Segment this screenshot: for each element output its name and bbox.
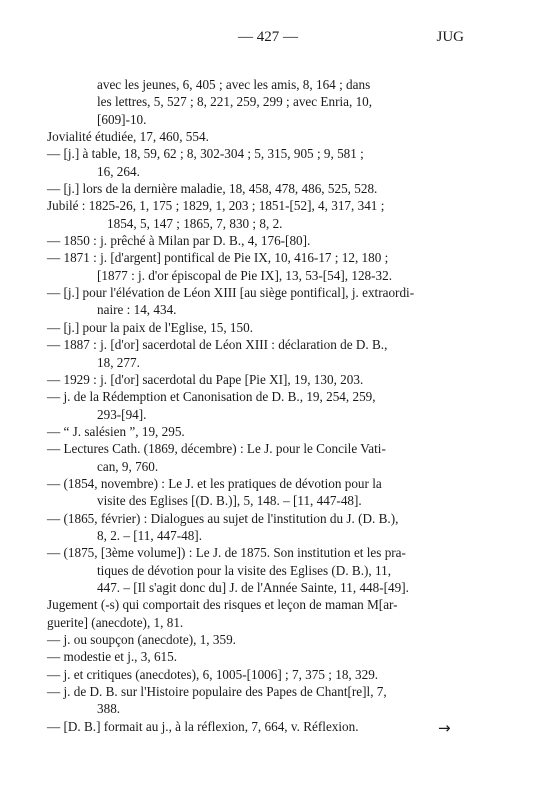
index-line: — “ J. salésien ”, 19, 295. [47, 423, 185, 439]
continue-arrow-icon: → [438, 719, 451, 737]
index-entries [47, 76, 457, 735]
index-line: — [j.] pour l'élévation de Léon XIII [au siège pontifical], j. extraordi- [47, 285, 415, 301]
page-number: — 427 — [238, 29, 298, 45]
index-line: tiques de dévotion pour la visite des Eglises (D. B.), 11, [97, 562, 391, 578]
index-line: — (1854, novembre) : Le J. et les pratiques de dévotion pour la [47, 475, 382, 491]
index-line: — j. ou soupçon (anecdote), 1, 359. [47, 632, 236, 647]
index-line: 293-[94]. [97, 406, 147, 422]
index-line: — j. de la Rédemption et Canonisation de D. B., 19, 254, 259, [47, 389, 376, 405]
page-header [0, 29, 536, 49]
index-line: can, 9, 760. [97, 458, 159, 474]
index-line: 447. – [Il s'agit donc du] J. de l'Année Sainte, 11, 448-[49]. [97, 579, 409, 595]
index-line: 16, 264. [97, 163, 140, 179]
index-line: — 1929 : j. [d'or] sacerdotal du Pape [Pie XI], 19, 130, 203. [47, 371, 364, 387]
index-line: Jugement (-s) qui comportait des risques et leçon de maman M[ar- [47, 597, 398, 613]
running-keyword: JUG [436, 29, 464, 45]
index-line: — Lectures Cath. (1869, décembre) : Le J. pour le Concile Vati- [47, 441, 386, 457]
index-line: 18, 277. [97, 354, 140, 370]
index-line: 8, 2. – [11, 447-48]. [97, 527, 202, 543]
index-line: naire : 14, 434. [97, 302, 177, 318]
index-line: les lettres, 5, 527 ; 8, 221, 259, 299 ; avec Enria, 10, [97, 94, 373, 110]
index-line: — [D. B.] formait au j., à la réflexion, 7, 664, v. Réflexion. [47, 718, 359, 734]
index-line: — [j.] à table, 18, 59, 62 ; 8, 302-304 ; 5, 315, 905 ; 9, 581 ; [47, 146, 364, 162]
index-line: guerite] (anecdote), 1, 81. [47, 614, 184, 630]
index-line: avec les jeunes, 6, 405 ; avec les amis, 8, 164 ; dans [97, 77, 371, 92]
index-line: — [j.] lors de la dernière maladie, 18, 458, 478, 486, 525, 528. [47, 181, 378, 197]
index-line: — 1871 : j. [d'argent] pontifical de Pie IX, 10, 416-17 ; 12, 180 ; [47, 250, 389, 266]
index-line: — 1850 : j. prêché à Milan par D. B., 4, 176-[80]. [47, 233, 311, 249]
index-line: [609]-10. [97, 111, 147, 127]
index-line: Jubilé : 1825-26, 1, 175 ; 1829, 1, 203 ; 1851-[52], 4, 317, 341 ; [47, 198, 385, 214]
index-line: — 1887 : j. [d'or] sacerdotal de Léon XIII : déclaration de D. B., [47, 337, 388, 353]
index-line: — [j.] pour la paix de l'Eglise, 15, 150. [47, 319, 254, 335]
index-line: — modestie et j., 3, 615. [47, 649, 178, 665]
index-line: — j. et critiques (anecdotes), 6, 1005-[1006] ; 7, 375 ; 18, 329. [47, 666, 379, 682]
index-line: — (1865, février) : Dialogues au sujet de l'institution du J. (D. B.), [47, 510, 399, 526]
index-line: [1877 : j. d'or épiscopal de Pie IX], 13, 53-[54], 128-32. [97, 267, 393, 283]
index-line: 388. [97, 701, 121, 717]
index-line: visite des Eglises [(D. B.)], 5, 148. – [11, 447-48]. [97, 493, 362, 509]
index-line: Jovialité étudiée, 17, 460, 554. [47, 129, 209, 145]
index-line: — (1875, [3ème volume]) : Le J. de 1875. Son institution et les pra- [47, 545, 406, 561]
index-line: 1854, 5, 147 ; 1865, 7, 830 ; 8, 2. [107, 215, 283, 231]
index-line: — j. de D. B. sur l'Histoire populaire des Papes de Chant[re]l, 7, [47, 684, 387, 700]
